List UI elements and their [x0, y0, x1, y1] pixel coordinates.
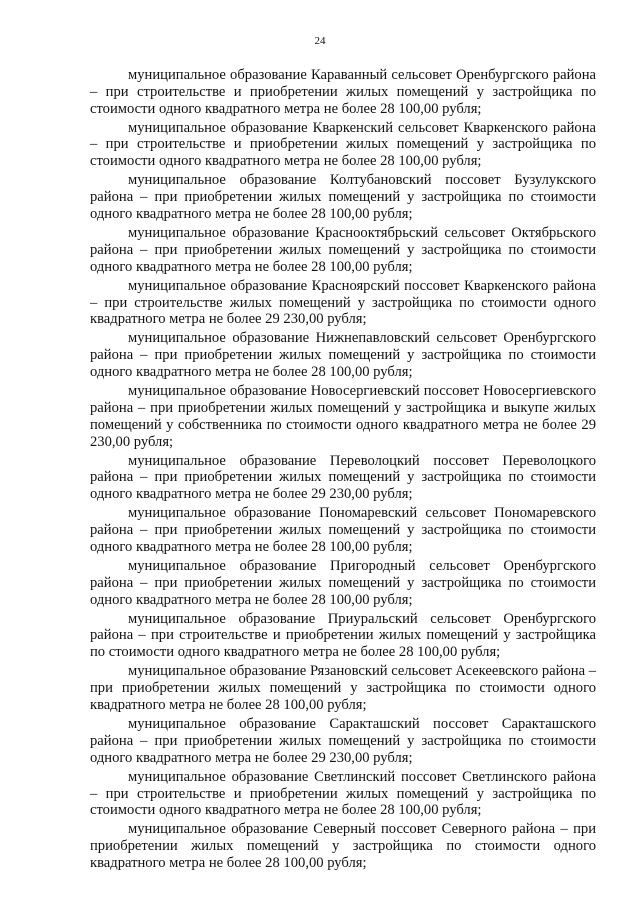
paragraph-koltubanovsky: муниципальное образование Колтубановский поссовет Бузулукского района – при приобретении жилых помещений у застройщика по стоимости одного квадратного метра не более 28 100,00 рубля; [90, 172, 596, 222]
paragraph-perevolotsky: муниципальное образование Переволоцкий поссовет Переволоцкого района – при приобретении жилых помещений у застройщика по стоимости одного квадратного метра не более 29 230,00 рубля; [90, 452, 596, 503]
paragraph-karavanny: муниципальное образование Караванный сельсовет Оренбургского района – при строительстве и приобретении жилых помещений у застройщика по стоимости одного квадратного метра не более 28 100,00 рубля; [90, 67, 596, 117]
paragraph-ponomarevsky: муниципальное образование Пономаревский сельсовет Пономаревского района – при приобретении жилых помещений у застройщика по стоимости одного квадратного метра не более 28 100,00 рубля; [90, 505, 596, 555]
paragraph-ryazanovsky: муниципальное образование Рязановский сельсовет Асекеевского района – при приобретении жилых помещений у застройщика по стоимости одного квадратного метра не более 28 100,00 рубля; [90, 663, 596, 713]
document-body [90, 67, 596, 874]
paragraph-krasnooktyabrsky: муниципальное образование Краснооктябрьский сельсовет Октябрьского района – при приобретении жилых помещений у застройщика по стоимости одного квадратного метра не более 28 100,00 рубля; [90, 225, 596, 275]
paragraph-saraktashsky: муниципальное образование Саракташский поссовет Саракташского района – при приобретении жилых помещений у застройщика по стоимости одного квадратного метра не более 29 230,00 рубля; [90, 716, 596, 766]
paragraph-kvarkensky: муниципальное образование Кваркенский сельсовет Кваркенского района – при строительстве и приобретении жилых помещений у застройщика по стоимости одного квадратного метра не более 28 100,00 рубля; [90, 119, 596, 170]
page-number: 24 [314, 35, 326, 47]
paragraph-severny: муниципальное образование Северный поссовет Северного района – при приобретении жилых помещений у застройщика по стоимости одного квадратного метра не более 28 100,00 рубля; [90, 821, 596, 872]
paragraph-novosergievsky: муниципальное образование Новосергиевский поссовет Новосергиевского района – при приобретении жилых помещений у застройщика и выкупе жилых помещений у собственника по стоимости одного квадратного метра не более 29 230,00 рубля; [90, 383, 596, 450]
paragraph-prigorodny: муниципальное образование Пригородный сельсовет Оренбургского района – при приобретении жилых помещений у застройщика по стоимости одного квадратного метра не более 28 100,00 рубля; [90, 557, 596, 608]
paragraph-nizhnepavlovsky: муниципальное образование Нижнепавловский сельсовет Оренбургского района – при приобретении жилых помещений у застройщика по стоимости одного квадратного метра не более 28 100,00 рубля; [90, 330, 596, 381]
paragraph-priuralsky: муниципальное образование Приуральский сельсовет Оренбургского района – при строительстве и приобретении жилых помещений у застройщика по стоимости одного квадратного метра не более 28 100,00 рубля; [90, 610, 596, 661]
paragraph-svetlinsky: муниципальное образование Светлинский поссовет Светлинского района – при строительстве и приобретении жилых помещений у застройщика по стоимости одного квадратного метра не более 28 100,00 рубля; [90, 768, 596, 819]
paragraph-krasnoyarsky: муниципальное образование Красноярский поссовет Кваркенского района – при строительстве жилых помещений у застройщика по стоимости одного квадратного метра не более 29 230,00 рубля; [90, 277, 596, 328]
